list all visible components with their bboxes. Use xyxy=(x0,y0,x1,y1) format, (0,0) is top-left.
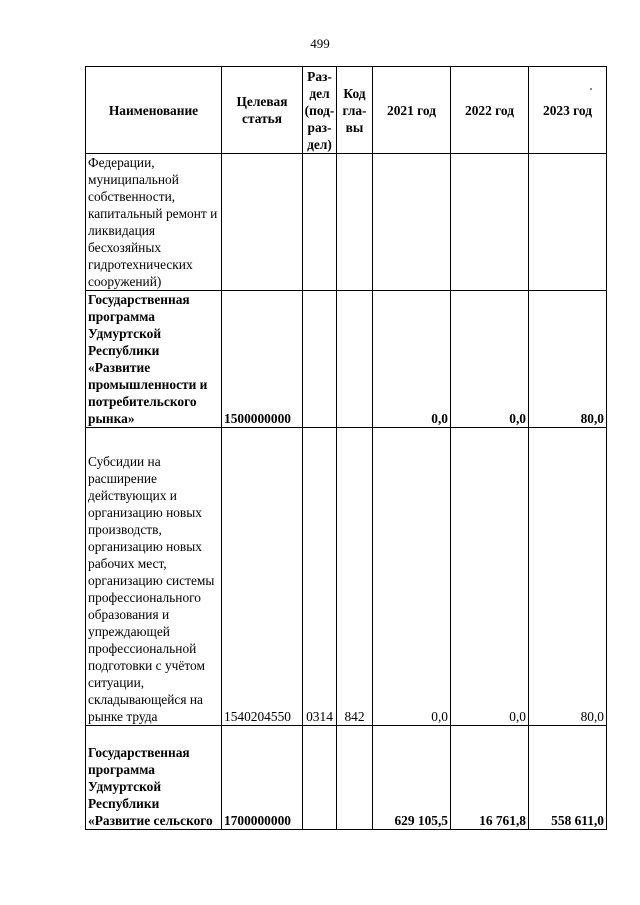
header-2022: 2022 год xyxy=(451,67,529,154)
row-chapter-code xyxy=(337,726,373,830)
table-row xyxy=(86,726,607,830)
row-2022: 0,0 xyxy=(451,291,529,428)
row-2021: 0,0 xyxy=(373,291,451,428)
row-section xyxy=(303,154,337,291)
row-2023: 80,0 xyxy=(529,291,607,428)
table-row xyxy=(86,154,607,291)
row-2022 xyxy=(451,154,529,291)
header-name: Наименование xyxy=(86,67,222,154)
page-number: 499 xyxy=(310,36,330,51)
header-2023: 2023 год xyxy=(529,67,607,154)
row-2023 xyxy=(529,154,607,291)
row-2022: 16 761,8 xyxy=(451,726,529,830)
row-target-article xyxy=(222,154,303,291)
budget-table xyxy=(85,66,607,830)
row-section xyxy=(303,726,337,830)
row-target-article: 1700000000 xyxy=(222,726,303,830)
row-name: Федерации, муниципальной собственности, капитальный ремонт и ликвидация бесхозяйных гидротехнических сооружений) xyxy=(86,154,222,291)
row-name: Государственная программа Удмуртской Республики «Развитие сельского xyxy=(86,726,222,830)
row-2021: 629 105,5 xyxy=(373,726,451,830)
row-2023: 80,0 xyxy=(529,428,607,726)
row-name: Государственная программа Удмуртской Республики «Развитие промышленности и потребительского рынка» xyxy=(86,291,222,428)
header-section: Раз-дел (под-раз-дел) xyxy=(303,67,337,154)
table-row xyxy=(86,291,607,428)
row-chapter-code xyxy=(337,291,373,428)
row-chapter-code xyxy=(337,154,373,291)
header-chapter-code: Код гла-вы xyxy=(337,67,373,154)
row-2021: 0,0 xyxy=(373,428,451,726)
row-2021 xyxy=(373,154,451,291)
row-target-article: 1540204550 xyxy=(222,428,303,726)
row-section xyxy=(303,291,337,428)
row-section: 0314 xyxy=(303,428,337,726)
table-header-row xyxy=(86,67,607,154)
row-2022: 0,0 xyxy=(451,428,529,726)
table-row xyxy=(86,428,607,726)
header-2021: 2021 год xyxy=(373,67,451,154)
row-chapter-code: 842 xyxy=(337,428,373,726)
row-2023: 558 611,0 xyxy=(529,726,607,830)
row-name: Субсидии на расширение действующих и организацию новых производств, организацию новых рабочих мест, организацию системы профессионального образования и упреждающей профессиональной подготовки с учётом ситуации, складывающейся на рынке труда xyxy=(86,428,222,726)
header-target-article: Целевая статья xyxy=(222,67,303,154)
row-target-article: 1500000000 xyxy=(222,291,303,428)
